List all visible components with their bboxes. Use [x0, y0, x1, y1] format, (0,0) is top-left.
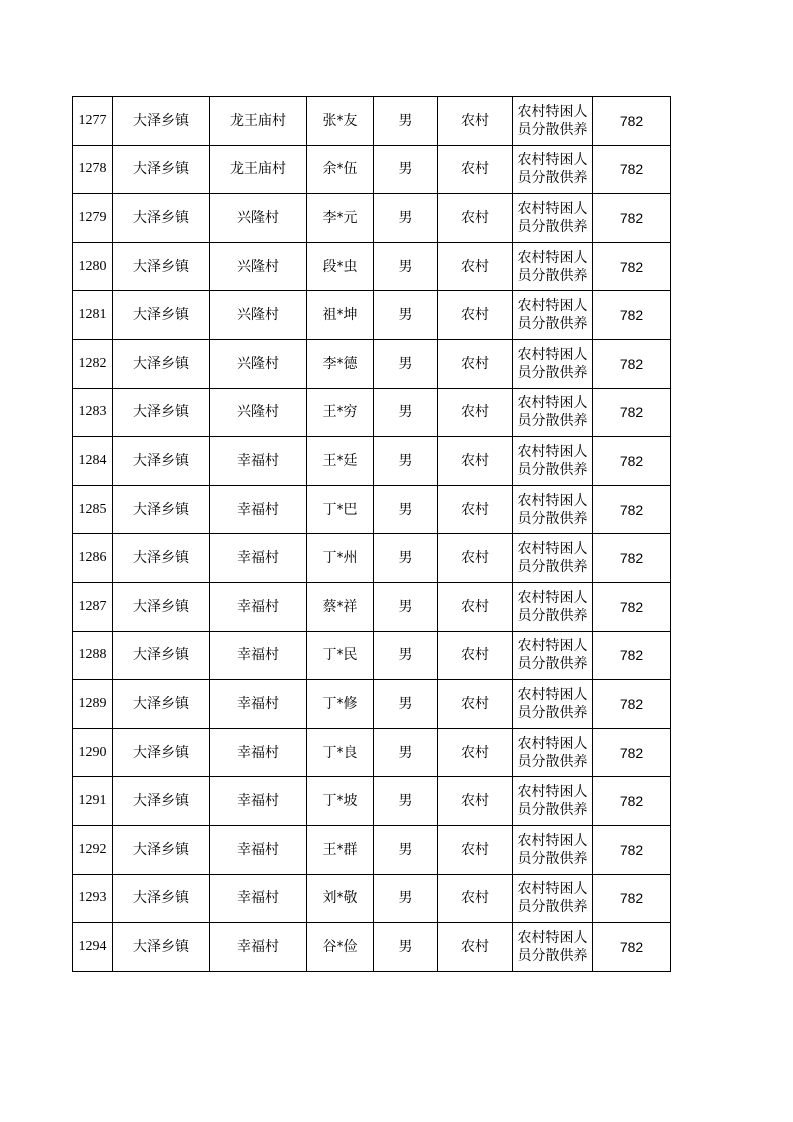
- table-row: [73, 339, 671, 388]
- table-row: [73, 145, 671, 194]
- amount-cell: 782: [593, 242, 671, 291]
- gender-cell: 男: [374, 582, 438, 631]
- row-number-cell: 1286: [73, 534, 113, 583]
- gender-cell: 男: [374, 825, 438, 874]
- residence-type-cell: 农村: [438, 485, 513, 534]
- residence-type-cell: 农村: [438, 534, 513, 583]
- residence-type-cell: 农村: [438, 825, 513, 874]
- assistance-category-text: 农村特困人员分散供养: [517, 492, 588, 527]
- table-row: [73, 680, 671, 729]
- amount-cell: 782: [593, 680, 671, 729]
- assistance-category-text: 农村特困人员分散供养: [517, 346, 588, 381]
- name-cell: 丁*良: [307, 728, 374, 777]
- amount-cell: 782: [593, 923, 671, 972]
- name-cell: 丁*州: [307, 534, 374, 583]
- assistance-category-text: 农村特困人员分散供养: [517, 103, 588, 138]
- residence-type-cell: 农村: [438, 728, 513, 777]
- town-cell: 大泽乡镇: [113, 145, 210, 194]
- assistance-category-text: 农村特困人员分散供养: [517, 152, 588, 187]
- name-cell: 段*虫: [307, 242, 374, 291]
- row-number-cell: 1285: [73, 485, 113, 534]
- gender-cell: 男: [374, 388, 438, 437]
- assistance-category-text: 农村特困人员分散供养: [517, 200, 588, 235]
- name-cell: 张*友: [307, 97, 374, 146]
- assistance-category-text: 农村特困人员分散供养: [517, 589, 588, 624]
- row-number-cell: 1291: [73, 777, 113, 826]
- amount-cell: 782: [593, 145, 671, 194]
- table-row: [73, 631, 671, 680]
- assistance-category-text: 农村特困人员分散供养: [517, 784, 588, 819]
- residence-type-cell: 农村: [438, 923, 513, 972]
- village-cell: 幸福村: [210, 777, 307, 826]
- village-cell: 幸福村: [210, 923, 307, 972]
- row-number-cell: 1290: [73, 728, 113, 777]
- residence-type-cell: 农村: [438, 242, 513, 291]
- row-number-cell: 1293: [73, 874, 113, 923]
- residence-type-cell: 农村: [438, 874, 513, 923]
- gender-cell: 男: [374, 242, 438, 291]
- assistance-category-cell: [513, 339, 593, 388]
- row-number-cell: 1294: [73, 923, 113, 972]
- amount-cell: 782: [593, 777, 671, 826]
- name-cell: 王*群: [307, 825, 374, 874]
- village-cell: 幸福村: [210, 631, 307, 680]
- residence-type-cell: 农村: [438, 97, 513, 146]
- village-cell: 幸福村: [210, 680, 307, 729]
- table-row: [73, 874, 671, 923]
- assistance-category-cell: [513, 777, 593, 826]
- assistance-category-cell: [513, 291, 593, 340]
- table-row: [73, 825, 671, 874]
- town-cell: 大泽乡镇: [113, 534, 210, 583]
- assistance-category-text: 农村特困人员分散供养: [517, 832, 588, 867]
- gender-cell: 男: [374, 680, 438, 729]
- amount-cell: 782: [593, 582, 671, 631]
- amount-cell: 782: [593, 728, 671, 777]
- residence-type-cell: 农村: [438, 680, 513, 729]
- gender-cell: 男: [374, 777, 438, 826]
- town-cell: 大泽乡镇: [113, 923, 210, 972]
- village-cell: 龙王庙村: [210, 97, 307, 146]
- name-cell: 谷*俭: [307, 923, 374, 972]
- row-number-cell: 1287: [73, 582, 113, 631]
- assistance-category-text: 农村特困人员分散供养: [517, 686, 588, 721]
- assistance-category-cell: [513, 194, 593, 243]
- row-number-cell: 1282: [73, 339, 113, 388]
- gender-cell: 男: [374, 923, 438, 972]
- name-cell: 丁*修: [307, 680, 374, 729]
- assistance-category-text: 农村特困人员分散供养: [517, 541, 588, 576]
- name-cell: 丁*坡: [307, 777, 374, 826]
- gender-cell: 男: [374, 485, 438, 534]
- town-cell: 大泽乡镇: [113, 242, 210, 291]
- name-cell: 王*穷: [307, 388, 374, 437]
- assistance-category-text: 农村特困人员分散供养: [517, 443, 588, 478]
- residence-type-cell: 农村: [438, 777, 513, 826]
- amount-cell: 782: [593, 534, 671, 583]
- name-cell: 余*伍: [307, 145, 374, 194]
- residence-type-cell: 农村: [438, 388, 513, 437]
- town-cell: 大泽乡镇: [113, 437, 210, 486]
- row-number-cell: 1283: [73, 388, 113, 437]
- town-cell: 大泽乡镇: [113, 631, 210, 680]
- assistance-category-text: 农村特困人员分散供养: [517, 638, 588, 673]
- town-cell: 大泽乡镇: [113, 194, 210, 243]
- name-cell: 祖*坤: [307, 291, 374, 340]
- village-cell: 幸福村: [210, 437, 307, 486]
- gender-cell: 男: [374, 874, 438, 923]
- assistance-category-cell: [513, 485, 593, 534]
- amount-cell: 782: [593, 97, 671, 146]
- assistance-category-cell: [513, 582, 593, 631]
- residence-type-cell: 农村: [438, 582, 513, 631]
- town-cell: 大泽乡镇: [113, 728, 210, 777]
- town-cell: 大泽乡镇: [113, 388, 210, 437]
- amount-cell: 782: [593, 437, 671, 486]
- assistance-category-text: 农村特困人员分散供养: [517, 298, 588, 333]
- row-number-cell: 1281: [73, 291, 113, 340]
- name-cell: 丁*民: [307, 631, 374, 680]
- gender-cell: 男: [374, 291, 438, 340]
- gender-cell: 男: [374, 728, 438, 777]
- residence-type-cell: 农村: [438, 194, 513, 243]
- amount-cell: 782: [593, 825, 671, 874]
- row-number-cell: 1280: [73, 242, 113, 291]
- assistance-category-text: 农村特困人员分散供养: [517, 249, 588, 284]
- town-cell: 大泽乡镇: [113, 97, 210, 146]
- village-cell: 兴隆村: [210, 388, 307, 437]
- gender-cell: 男: [374, 534, 438, 583]
- village-cell: 龙王庙村: [210, 145, 307, 194]
- table-row: [73, 291, 671, 340]
- town-cell: 大泽乡镇: [113, 485, 210, 534]
- village-cell: 幸福村: [210, 485, 307, 534]
- assistance-category-cell: [513, 825, 593, 874]
- amount-cell: 782: [593, 291, 671, 340]
- residence-type-cell: 农村: [438, 339, 513, 388]
- assistance-category-cell: [513, 680, 593, 729]
- name-cell: 王*廷: [307, 437, 374, 486]
- village-cell: 兴隆村: [210, 291, 307, 340]
- amount-cell: 782: [593, 874, 671, 923]
- town-cell: 大泽乡镇: [113, 680, 210, 729]
- table-row: [73, 437, 671, 486]
- village-cell: 兴隆村: [210, 194, 307, 243]
- assistance-category-text: 农村特困人员分散供养: [517, 929, 588, 964]
- name-cell: 李*元: [307, 194, 374, 243]
- amount-cell: 782: [593, 339, 671, 388]
- table-row: [73, 388, 671, 437]
- table-row: [73, 194, 671, 243]
- assistance-category-text: 农村特困人员分散供养: [517, 395, 588, 430]
- gender-cell: 男: [374, 631, 438, 680]
- town-cell: 大泽乡镇: [113, 339, 210, 388]
- assistance-category-cell: [513, 242, 593, 291]
- town-cell: 大泽乡镇: [113, 874, 210, 923]
- name-cell: 李*德: [307, 339, 374, 388]
- residence-type-cell: 农村: [438, 437, 513, 486]
- table-row: [73, 923, 671, 972]
- assistance-category-cell: [513, 923, 593, 972]
- village-cell: 幸福村: [210, 728, 307, 777]
- village-cell: 兴隆村: [210, 339, 307, 388]
- table-row: [73, 728, 671, 777]
- village-cell: 幸福村: [210, 534, 307, 583]
- beneficiary-table: [72, 96, 671, 972]
- residence-type-cell: 农村: [438, 291, 513, 340]
- amount-cell: 782: [593, 485, 671, 534]
- name-cell: 丁*巴: [307, 485, 374, 534]
- name-cell: 刘*敬: [307, 874, 374, 923]
- table-row: [73, 777, 671, 826]
- table-row: [73, 485, 671, 534]
- assistance-category-cell: [513, 437, 593, 486]
- assistance-category-cell: [513, 631, 593, 680]
- name-cell: 蔡*祥: [307, 582, 374, 631]
- assistance-category-cell: [513, 145, 593, 194]
- town-cell: 大泽乡镇: [113, 825, 210, 874]
- row-number-cell: 1292: [73, 825, 113, 874]
- village-cell: 幸福村: [210, 582, 307, 631]
- table-row: [73, 242, 671, 291]
- residence-type-cell: 农村: [438, 145, 513, 194]
- table-row: [73, 534, 671, 583]
- village-cell: 幸福村: [210, 825, 307, 874]
- row-number-cell: 1289: [73, 680, 113, 729]
- assistance-category-text: 农村特困人员分散供养: [517, 735, 588, 770]
- residence-type-cell: 农村: [438, 631, 513, 680]
- gender-cell: 男: [374, 194, 438, 243]
- gender-cell: 男: [374, 145, 438, 194]
- table-body: [73, 97, 671, 972]
- assistance-category-cell: [513, 97, 593, 146]
- assistance-category-cell: [513, 534, 593, 583]
- town-cell: 大泽乡镇: [113, 291, 210, 340]
- amount-cell: 782: [593, 631, 671, 680]
- table-row: [73, 582, 671, 631]
- assistance-category-cell: [513, 728, 593, 777]
- village-cell: 幸福村: [210, 874, 307, 923]
- amount-cell: 782: [593, 388, 671, 437]
- amount-cell: 782: [593, 194, 671, 243]
- row-number-cell: 1284: [73, 437, 113, 486]
- row-number-cell: 1277: [73, 97, 113, 146]
- assistance-category-cell: [513, 874, 593, 923]
- gender-cell: 男: [374, 97, 438, 146]
- assistance-category-cell: [513, 388, 593, 437]
- village-cell: 兴隆村: [210, 242, 307, 291]
- table-row: [73, 97, 671, 146]
- gender-cell: 男: [374, 437, 438, 486]
- row-number-cell: 1278: [73, 145, 113, 194]
- gender-cell: 男: [374, 339, 438, 388]
- town-cell: 大泽乡镇: [113, 582, 210, 631]
- town-cell: 大泽乡镇: [113, 777, 210, 826]
- assistance-category-text: 农村特困人员分散供养: [517, 881, 588, 916]
- row-number-cell: 1288: [73, 631, 113, 680]
- row-number-cell: 1279: [73, 194, 113, 243]
